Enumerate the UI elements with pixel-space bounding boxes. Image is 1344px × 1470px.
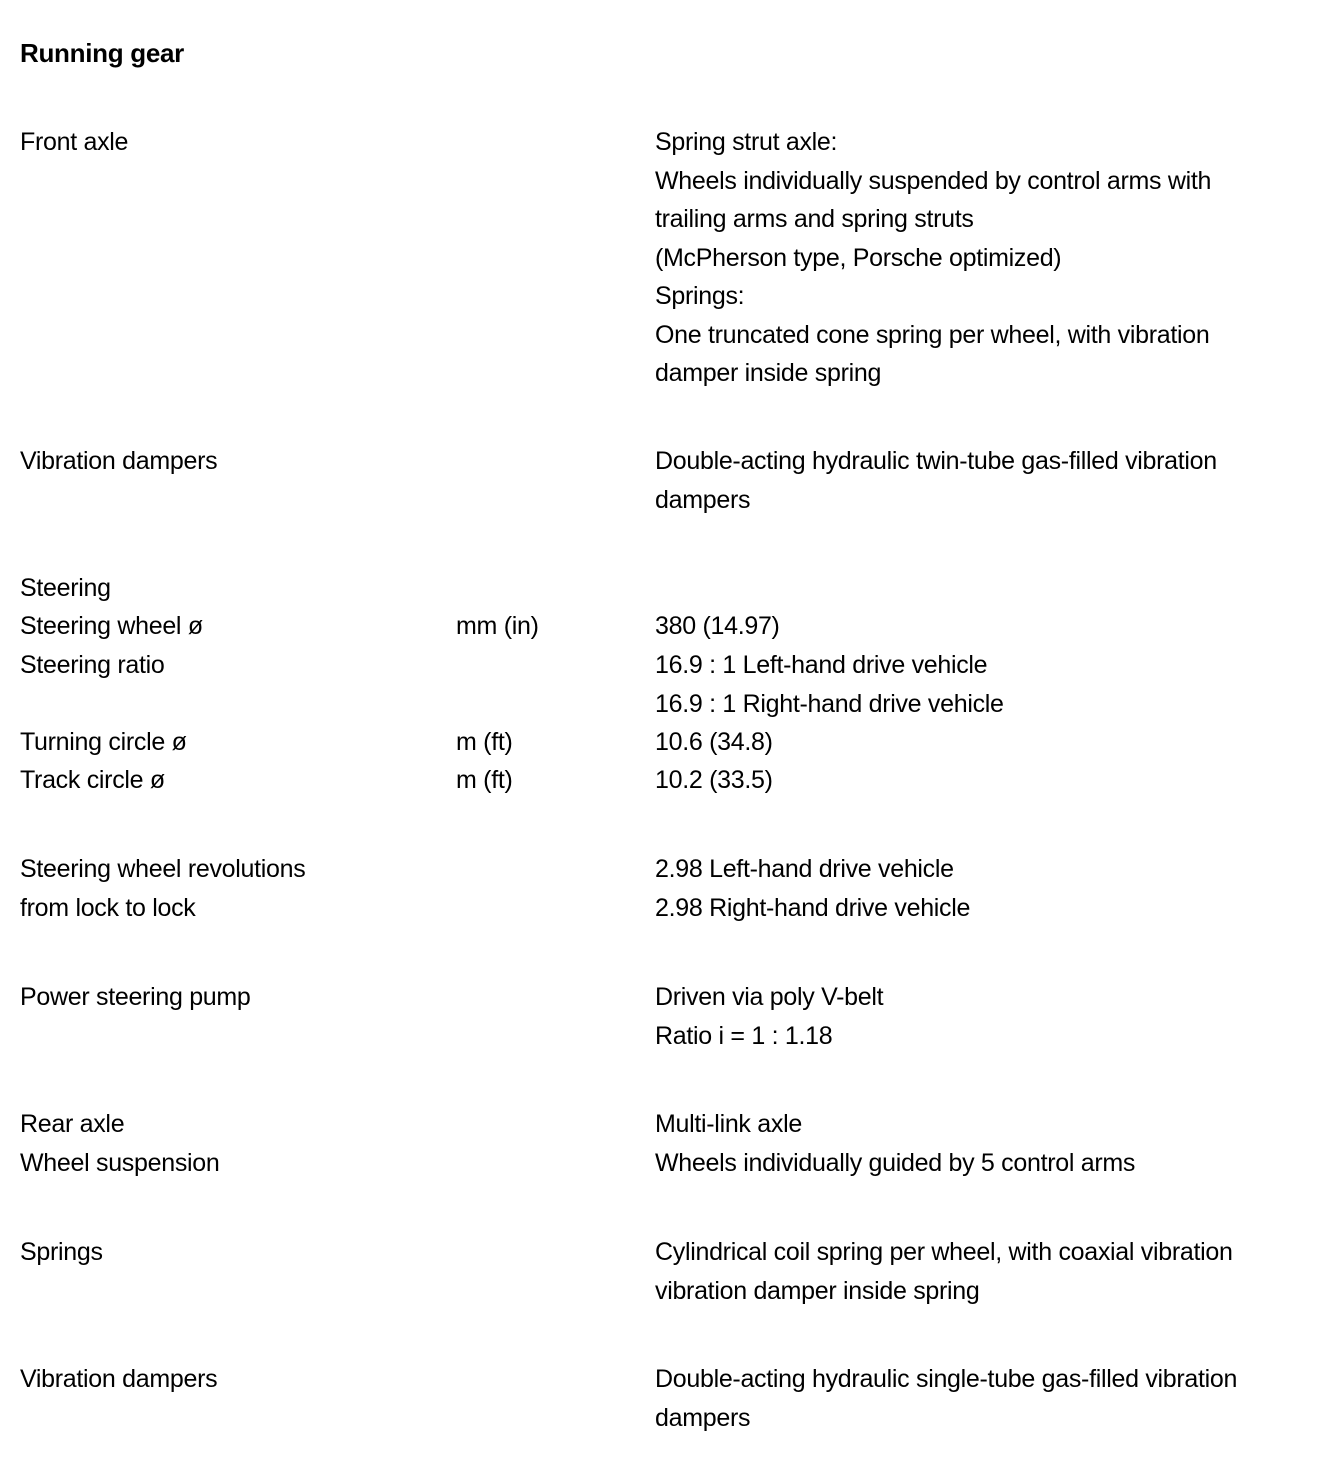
rear-axle-value: Multi-link axle Wheels individually guided by 5 control arms	[655, 1110, 1136, 1177]
track-circle-value: 10.2 (33.5)	[655, 766, 773, 794]
steering-wheel-value: 380 (14.97)	[655, 612, 780, 640]
steering-heading: Steering	[20, 574, 111, 602]
front-axle-line: Wheels individually suspended by control arms with	[655, 166, 1212, 195]
front-axle-line: (McPherson type, Porsche optimized)	[655, 243, 1062, 272]
front-axle-line: damper inside spring	[655, 359, 882, 387]
power-steering-value: Driven via poly V-belt Ratio i = 1 : 1.18	[655, 983, 884, 1050]
power-steering-label: Power steering pump	[20, 983, 251, 1011]
track-circle-unit: m (ft)	[456, 766, 513, 794]
steering-ratio-label: Steering ratio	[20, 651, 165, 679]
front-dampers-label: Vibration dampers	[20, 447, 218, 475]
front-axle-line: Spring strut axle:	[655, 128, 838, 156]
front-axle-line: Springs:	[655, 282, 745, 310]
turning-circle-label: Turning circle ø	[20, 728, 187, 756]
front-dampers-value: Double-acting hydraulic twin-tube gas-filled vibration dampers	[655, 447, 1217, 514]
rear-springs-label: Springs	[20, 1238, 103, 1266]
section-title: Running gear	[20, 38, 184, 68]
rear-axle-label: Rear axle Wheel suspension	[20, 1110, 220, 1177]
rear-springs-value: Cylindrical coil spring per wheel, with coaxial vibration vibration damper inside spring	[655, 1238, 1233, 1305]
track-circle-label: Track circle ø	[20, 766, 165, 794]
steering-wheel-unit: mm (in)	[456, 612, 539, 640]
front-axle-line: trailing arms and spring struts	[655, 205, 974, 233]
turning-circle-unit: m (ft)	[456, 728, 513, 756]
front-axle-label: Front axle	[20, 128, 129, 156]
revolutions-label: Steering wheel revolutions from lock to lock	[20, 855, 306, 922]
turning-circle-value: 10.6 (34.8)	[655, 728, 773, 756]
steering-wheel-label: Steering wheel ø	[20, 612, 203, 640]
front-axle-value	[655, 123, 1325, 393]
rear-dampers-value: Double-acting hydraulic single-tube gas-filled vibration dampers	[655, 1365, 1238, 1432]
front-axle-line: One truncated cone spring per wheel, with vibration	[655, 320, 1210, 349]
steering-ratio-value: 16.9 : 1 Left-hand drive vehicle 16.9 : 1 Right-hand drive vehicle	[655, 651, 1004, 718]
rear-dampers-label: Vibration dampers	[20, 1365, 218, 1393]
revolutions-value: 2.98 Left-hand drive vehicle 2.98 Right-hand drive vehicle	[655, 855, 971, 922]
